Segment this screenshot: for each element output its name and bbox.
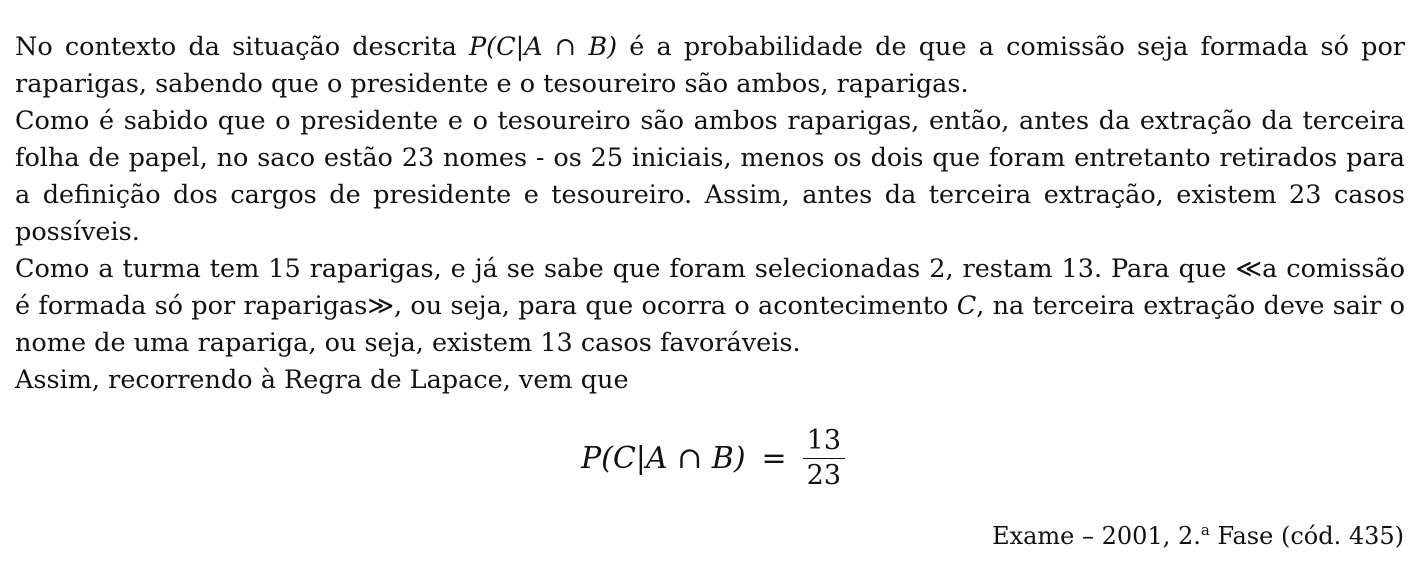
document-body xyxy=(15,29,1405,399)
paragraph-3-text-end: , na terceira extração deve sair o nome de uma rapariga, ou seja, existem 13 casos favoráveis. xyxy=(15,291,1405,358)
paragraph-2: Como é sabido que o presidente e o tesoureiro são ambos raparigas, então, antes da extração da terceira folha de papel, no saco estão 23 nomes - os 25 iniciais, menos os dois que foram entretanto retirados para a definição dos cargos de presidente e tesoureiro. Assim, antes da terceira extração, existem 23 casos possíveis. xyxy=(15,106,1405,247)
source-superscript: a xyxy=(1200,521,1210,539)
equals-sign: = xyxy=(761,440,787,476)
source-prefix: Exame – 2001, 2. xyxy=(992,522,1201,550)
fraction-numerator: 13 xyxy=(803,424,845,459)
fraction-denominator: 23 xyxy=(806,459,842,491)
paragraph-1 xyxy=(15,29,1405,103)
probability-equation xyxy=(0,420,1420,496)
paragraph-1-math: P(C|A ∩ B) xyxy=(468,32,618,62)
paragraph-1-text-end: é a probabilidade de que a comissão seja formada só por raparigas, sabendo que o presidente e o tesoureiro são ambos, raparigas. xyxy=(15,32,1405,99)
paragraph-3-text-start: Como a turma tem 15 raparigas, e já se sabe que foram selecionadas 2, restam 13. Para que ≪a comissão é formada só por raparigas≫, ou seja, para que ocorra o acontecimento xyxy=(15,254,1405,321)
paragraph-4: Assim, recorrendo à Regra de Lapace, vem que xyxy=(15,365,629,395)
source-suffix: Fase (cód. 435) xyxy=(1209,522,1404,550)
fraction xyxy=(803,424,845,493)
paragraph-1-text-start: No contexto da situação descrita xyxy=(15,32,469,62)
exam-source-reference xyxy=(992,514,1404,552)
equation-left-side: P(C|A ∩ B) xyxy=(580,440,746,476)
paragraph-3-math: C xyxy=(956,291,977,321)
equation-content xyxy=(581,424,845,493)
paragraph-3 xyxy=(15,251,1405,362)
